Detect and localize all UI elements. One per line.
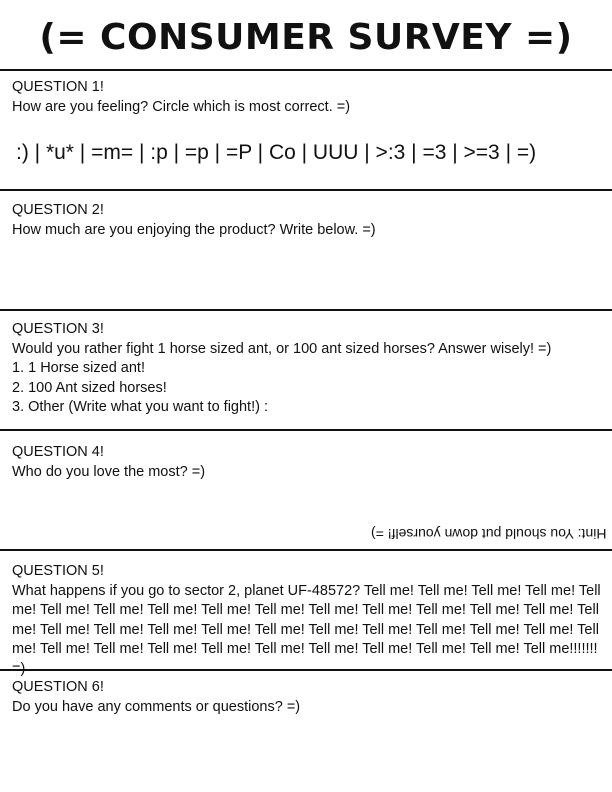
choice-item[interactable]: 2. 100 Ant sized horses! [12, 379, 167, 396]
upside-down-hint: Hint: You should put down yourself! =) [370, 526, 606, 542]
question-1-heading: QUESTION 1! [12, 79, 104, 95]
survey-title: (= CONSUMER SURVEY =) [39, 17, 573, 58]
section-divider [0, 189, 612, 191]
question-2-prompt: How much are you enjoying the product? Write below. =) [12, 221, 376, 238]
question-4 [12, 443, 604, 482]
section-divider [0, 69, 612, 71]
question-6 [12, 678, 604, 717]
question-1 [12, 78, 604, 117]
question-3-prompt: Would you rather fight 1 horse sized ant, or 100 ant sized horses? Answer wisely! =) [12, 340, 552, 357]
choice-item[interactable]: 3. Other (Write what you want to fight!) : [12, 399, 269, 415]
question-1-prompt: How are you feeling? Circle which is most correct. =) [12, 98, 351, 115]
section-divider [0, 669, 612, 671]
question-6-heading: QUESTION 6! [12, 679, 104, 695]
section-divider [0, 429, 612, 431]
question-5-prompt: What happens if you go to sector 2, planet UF-48572? Tell me! Tell me! Tell me! Tell me! Tell me! Tell me! Tell me! Tell me! Tell me! Tell me! Tell me! Tell me! Tell me! Tell me! Tell me! Tell me! Tell me! Tell me! Tell me! Tell me! Tell me! Tell me! Tell me! Tell me! Tell me! Tell me! Tell me! Tell me! Tell me! Tell me! Tell me! Tell me! Tell me! Tell me! Tell me! Tell me! Tell me!!!!!!! =) [12, 582, 601, 677]
section-divider [0, 549, 612, 551]
question-6-prompt: Do you have any comments or questions? =) [12, 698, 301, 715]
question-4-prompt: Who do you love the most? =) [12, 463, 206, 480]
question-2 [12, 201, 604, 240]
question-3 [12, 320, 604, 418]
question-4-heading: QUESTION 4! [12, 444, 104, 460]
section-divider [0, 309, 612, 311]
question-2-heading: QUESTION 2! [12, 202, 104, 218]
question-3-heading: QUESTION 3! [12, 321, 104, 337]
question-5-heading: QUESTION 5! [12, 563, 104, 579]
mood-options[interactable]: :) | *u* | =m= | :p | =p | =P | Co | UUU | >:3 | =3 | >=3 | =) [16, 141, 537, 164]
question-5 [12, 562, 604, 679]
choice-item[interactable]: 1. 1 Horse sized ant! [12, 360, 145, 376]
